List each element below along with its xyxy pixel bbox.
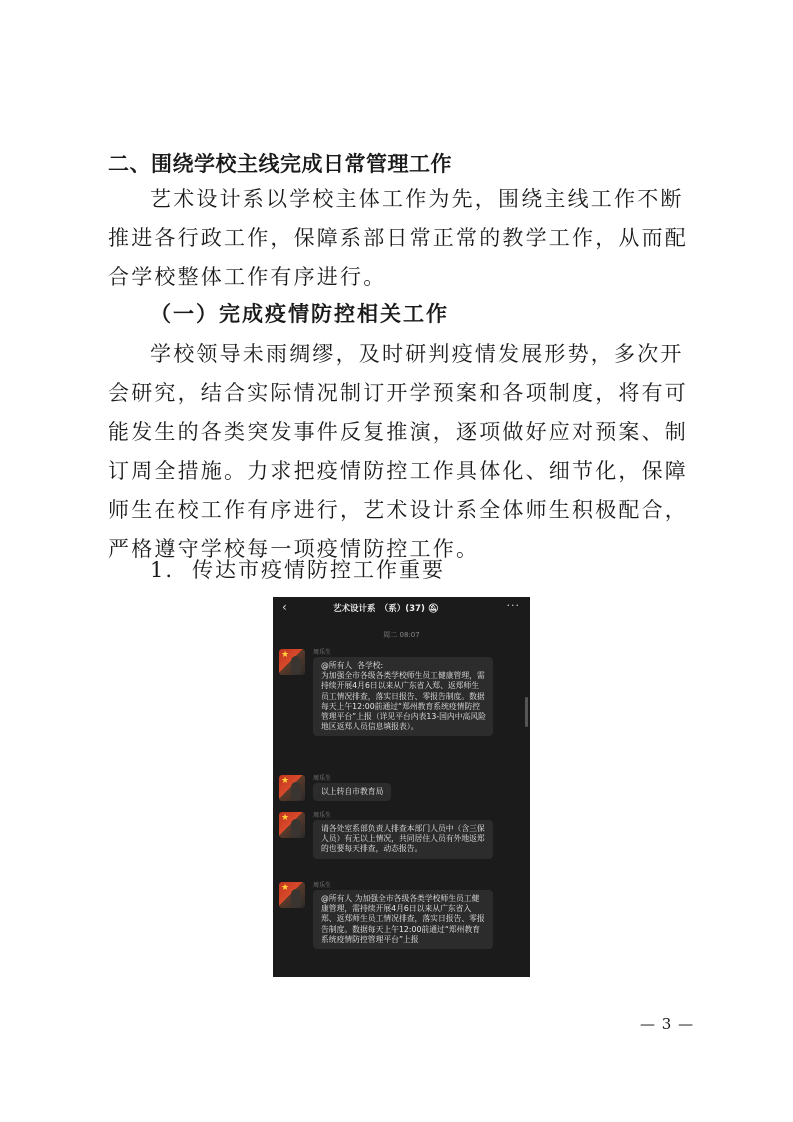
page-number: — 3 — [640, 1015, 695, 1033]
epidemic-paragraph: 学校领导未雨绸缪，及时研判疫情发展形势，多次开会研究，结合实际情况制订开学预案和各项制度，将有可能发生的各类突发事件反复推演，逐项做好应对预案、制订周全措施。力求把疫情防控工作具体化、细节化，保障师生在校工作有序进行，艺术设计系全体师生积极配合，严格遵守学校每一项疫情防控工作。 [108, 342, 688, 561]
scrollbar[interactable] [525, 697, 528, 727]
avatar[interactable]: ★ [279, 775, 305, 801]
sender-name: 周乐生 [313, 649, 332, 656]
sender-name: 周乐生 [313, 812, 332, 819]
chat-timestamp: 周二 08:07 [383, 631, 420, 639]
bell-off-icon: 🔕︎ [427, 604, 439, 614]
list-item-number: 1. [150, 558, 175, 582]
message-bubble[interactable]: 以上转自市教育局 [313, 783, 391, 801]
section-heading: 二、围绕学校主线完成日常管理工作 [108, 152, 452, 176]
sender-name: 周乐生 [313, 882, 332, 889]
message-bubble[interactable]: @所有人 为加强全市各级各类学校师生员工健康管理，需持续开展4月6日以来从广东省入郑、返郑师生员工情况排查，落实日报告、零报告制度。数据每天上午12:00前通过“郑州教育系统疫情防控管理平台”上报 [313, 890, 493, 949]
message-bubble[interactable]: 请各处室系部负责人排查本部门人员中（含三保人员）有无以上情况，共同居住人员有外地返郑的也要每天排查，动态报告。 [313, 820, 493, 859]
more-dots-icon[interactable]: ··· [506, 599, 520, 612]
avatar[interactable]: ★ [279, 882, 305, 908]
list-item [150, 554, 445, 584]
intro-paragraph: 艺术设计系以学校主体工作为先，围绕主线工作不断推进各行政工作，保障系部日常正常的教学工作，从而配合学校整体工作有序进行。 [108, 187, 688, 289]
sender-name: 周乐生 [313, 775, 332, 782]
chat-header [273, 597, 530, 619]
chevron-left-icon[interactable]: ‹ [282, 600, 287, 614]
chat-title: 艺术设计系 （系）(37) 🔕︎ [333, 604, 439, 614]
list-item-text: 传达市疫情防控工作重要 [192, 558, 445, 582]
message-bubble[interactable]: @所有人 各学校: 为加强全市各级各类学校师生员工健康管理，需持续开展4月6日以来从广东省入郑、返郑师生员工情况排查，落实日报告、零报告制度。数据每天上午12:00前通过“郑州教育系统疫情防控管理平台”上报（详见平台内表13-国内中高风险地区返郑人员信息填报表）。 [313, 657, 493, 736]
avatar[interactable]: ★ [279, 812, 305, 838]
avatar[interactable]: ★ [279, 649, 305, 675]
chat-screenshot [273, 597, 530, 977]
subsection-heading: （一）完成疫情防控相关工作 [150, 301, 449, 326]
